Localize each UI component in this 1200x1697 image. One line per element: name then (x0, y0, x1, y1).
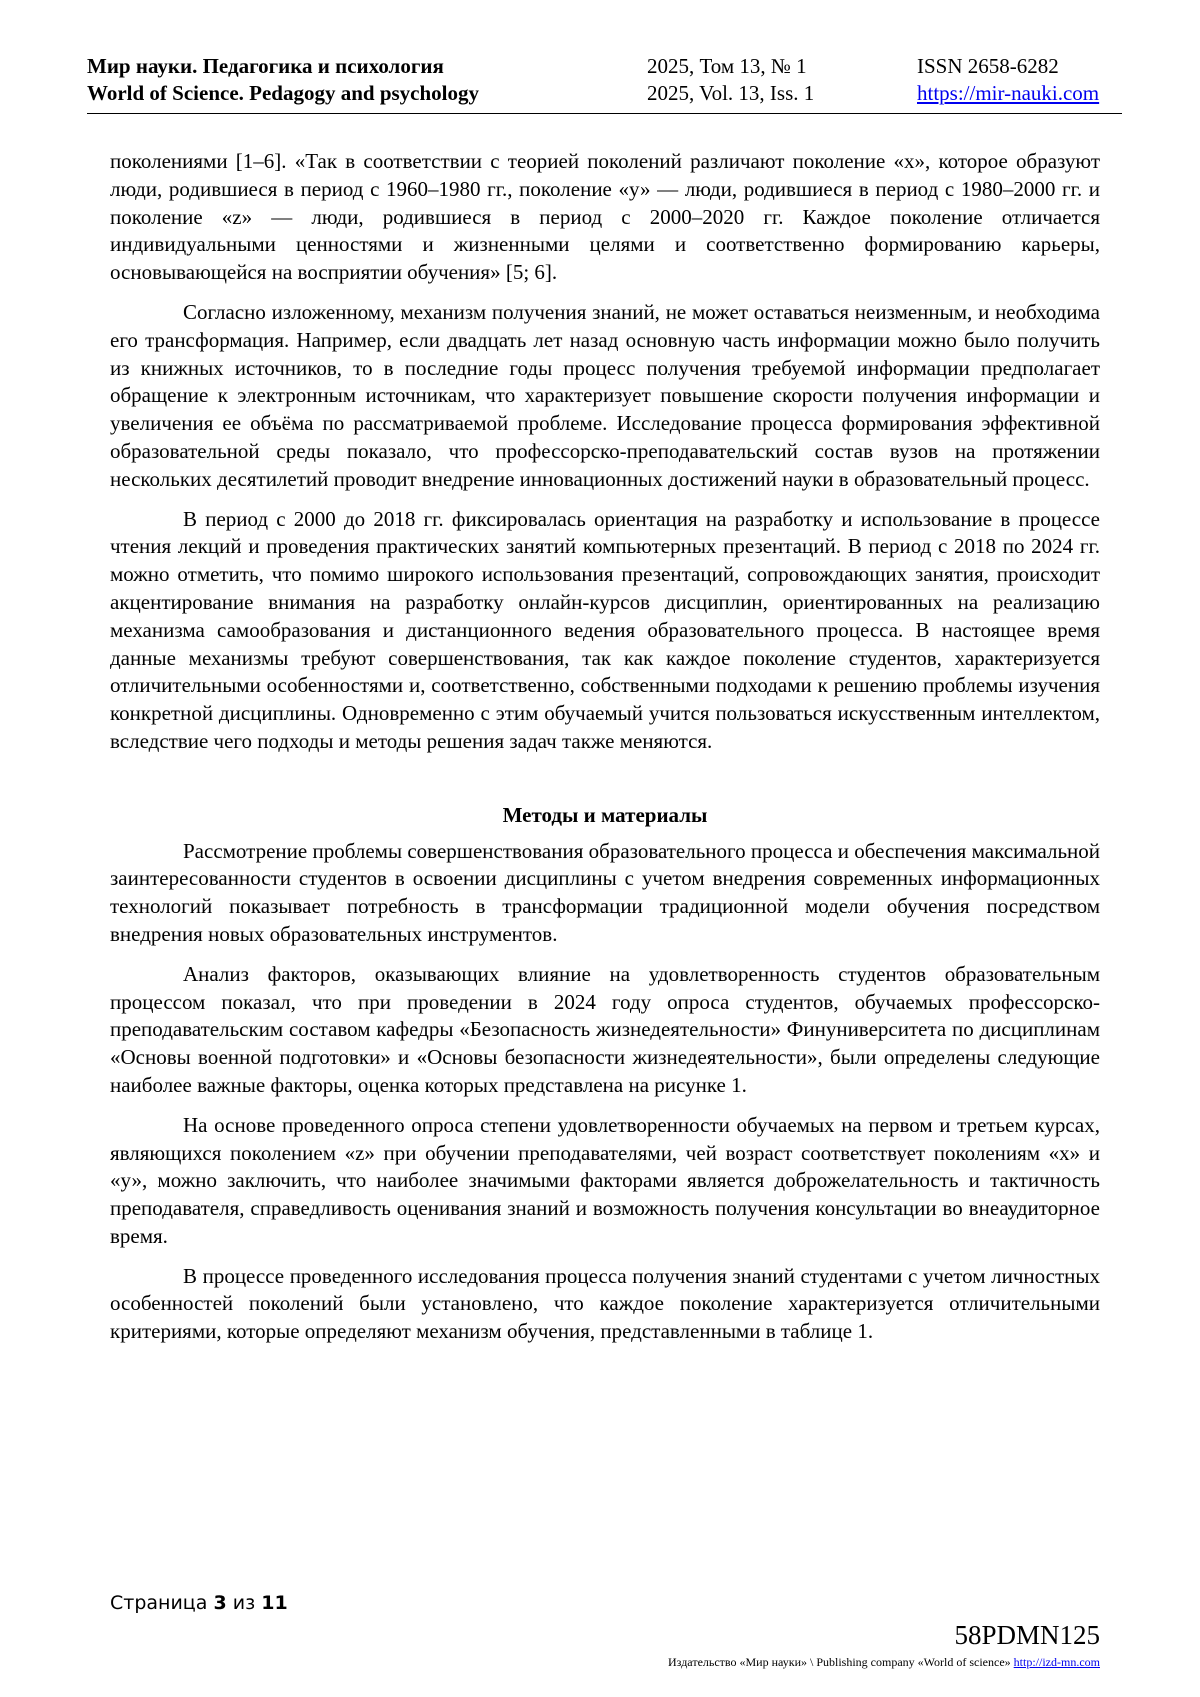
body-paragraph: В процессе проведенного исследования процесса получения знаний студентами с учетом личностных особенностей поколений были установлено, что каждое поколение характеризуется отличительными критериями, которые определяют механизм обучения, представленными в таблице 1. (110, 1263, 1100, 1344)
page-number-total: 11 (261, 1592, 288, 1614)
publisher-line (668, 1655, 1100, 1670)
journal-title-block (87, 53, 479, 107)
body-paragraph: Рассмотрение проблемы совершенствования образовательного процесса и обеспечения максимальной заинтересованности студентов в освоении дисциплины с учетом внедрения современных информационных технологий показывает потребность в трансформации традиционной модели обучения посредством внедрения новых образовательных инструментов. (110, 838, 1100, 946)
section-heading: Методы и материалы (502, 802, 708, 827)
issn: ISSN 2658-6282 (917, 54, 1059, 78)
body-paragraph: В период с 2000 до 2018 гг. фиксировалась ориентация на разработку и использование в процессе чтения лекций и проведения практических занятий компьютерных презентаций. В период с 2018 по 2024 гг. можно отметить, что помимо широкого использования презентаций, сопровождающих занятия, происходит акцентирование внимания на разработку онлайн-курсов дисциплин, ориентированных на реализацию механизма самообразования и дистанционного ведения образовательного процесса. В настоящее время данные механизмы требуют совершенствования, так как каждое поколение студентов, характеризуется отличительными особенностями и, соответственно, собственными подходами к решению проблемы изучения конкретной дисциплины. Одновременно с этим обучаемый учится пользоваться искусственным интеллектом, вследствие чего подходы и методы решения задач также меняются. (110, 506, 1100, 753)
article-code: 58PDMN125 (954, 1620, 1100, 1650)
publisher-text: Издательство «Мир науки» \ Publishing company «World of science» (668, 1655, 1011, 1669)
page-number-current: 3 (213, 1592, 227, 1614)
article-body (110, 148, 1100, 1358)
page-number-of: из (232, 1592, 256, 1614)
body-paragraph: На основе проведенного опроса степени удовлетворенности обучаемых на первом и третьем курсах, являющихся поколением «z» при обучении преподавателями, чей возраст соответствует поколениям «х» и «у», можно заключить, что наиболее значимыми факторами является доброжелательность и тактичность преподавателя, справедливость оценивания знаний и возможность получения консультации во внеаудиторное время. (110, 1112, 1100, 1248)
journal-header (87, 53, 1122, 114)
volume-block (647, 53, 814, 107)
issn-block (917, 53, 1099, 107)
body-paragraph: Анализ факторов, оказывающих влияние на удовлетворенность студентов образовательным процессом показал, что при проведении в 2024 году опроса студентов, обучаемых профессорско-преподавательским составом кафедры «Безопасность жизнедеятельности» Финуниверситета по дисциплинам «Основы военной подготовки» и «Основы безопасности жизнедеятельности», были определены следующие наиболее важные факторы, оценка которых представлена на рисунке 1. (110, 961, 1100, 1097)
journal-title-en: World of Science. Pedagogy and psychology (87, 81, 480, 105)
journal-url-link[interactable]: https://mir-nauki.com (917, 81, 1100, 105)
publisher-link[interactable]: http://izd-mn.com (1013, 1655, 1100, 1669)
body-paragraph: поколениями [1–6]. «Так в соответствии с теорией поколений различают поколение «х», которое образуют люди, родившиеся в период с 1960–1980 гг., поколение «у» — люди, родившиеся в период с 1980–2000 гг. и поколение «z» — люди, родившиеся в период с 2000–2020 гг. Каждое поколение отличается индивидуальными ценностями и жизненными целями и соответственно формированию карьеры, основывающейся на восприятии обучения» [5; 6]. (110, 149, 1100, 285)
page-number (110, 1592, 288, 1614)
journal-title-ru: Мир науки. Педагогика и психология (87, 54, 444, 78)
volume-ru: 2025, Том 13, № 1 (647, 54, 807, 78)
body-paragraph: Согласно изложенному, механизм получения знаний, не может оставаться неизменным, и необходима его трансформация. Например, если двадцать лет назад основную часть информации можно было получить из книжных источников, то в последние годы процесс получения требуемой информации предполагает обращение к электронным источникам, что характеризует повышение скорости получения информации и увеличения ее объёма по рассматриваемой проблеме. Исследование процесса формирования эффективной образовательной среды показало, что профессорско-преподавательский состав вузов на протяжении нескольких десятилетий проводит внедрение инновационных достижений науки в образовательный процесс. (110, 299, 1100, 491)
volume-en: 2025, Vol. 13, Iss. 1 (647, 81, 815, 105)
page-number-prefix: Страница (110, 1592, 208, 1614)
